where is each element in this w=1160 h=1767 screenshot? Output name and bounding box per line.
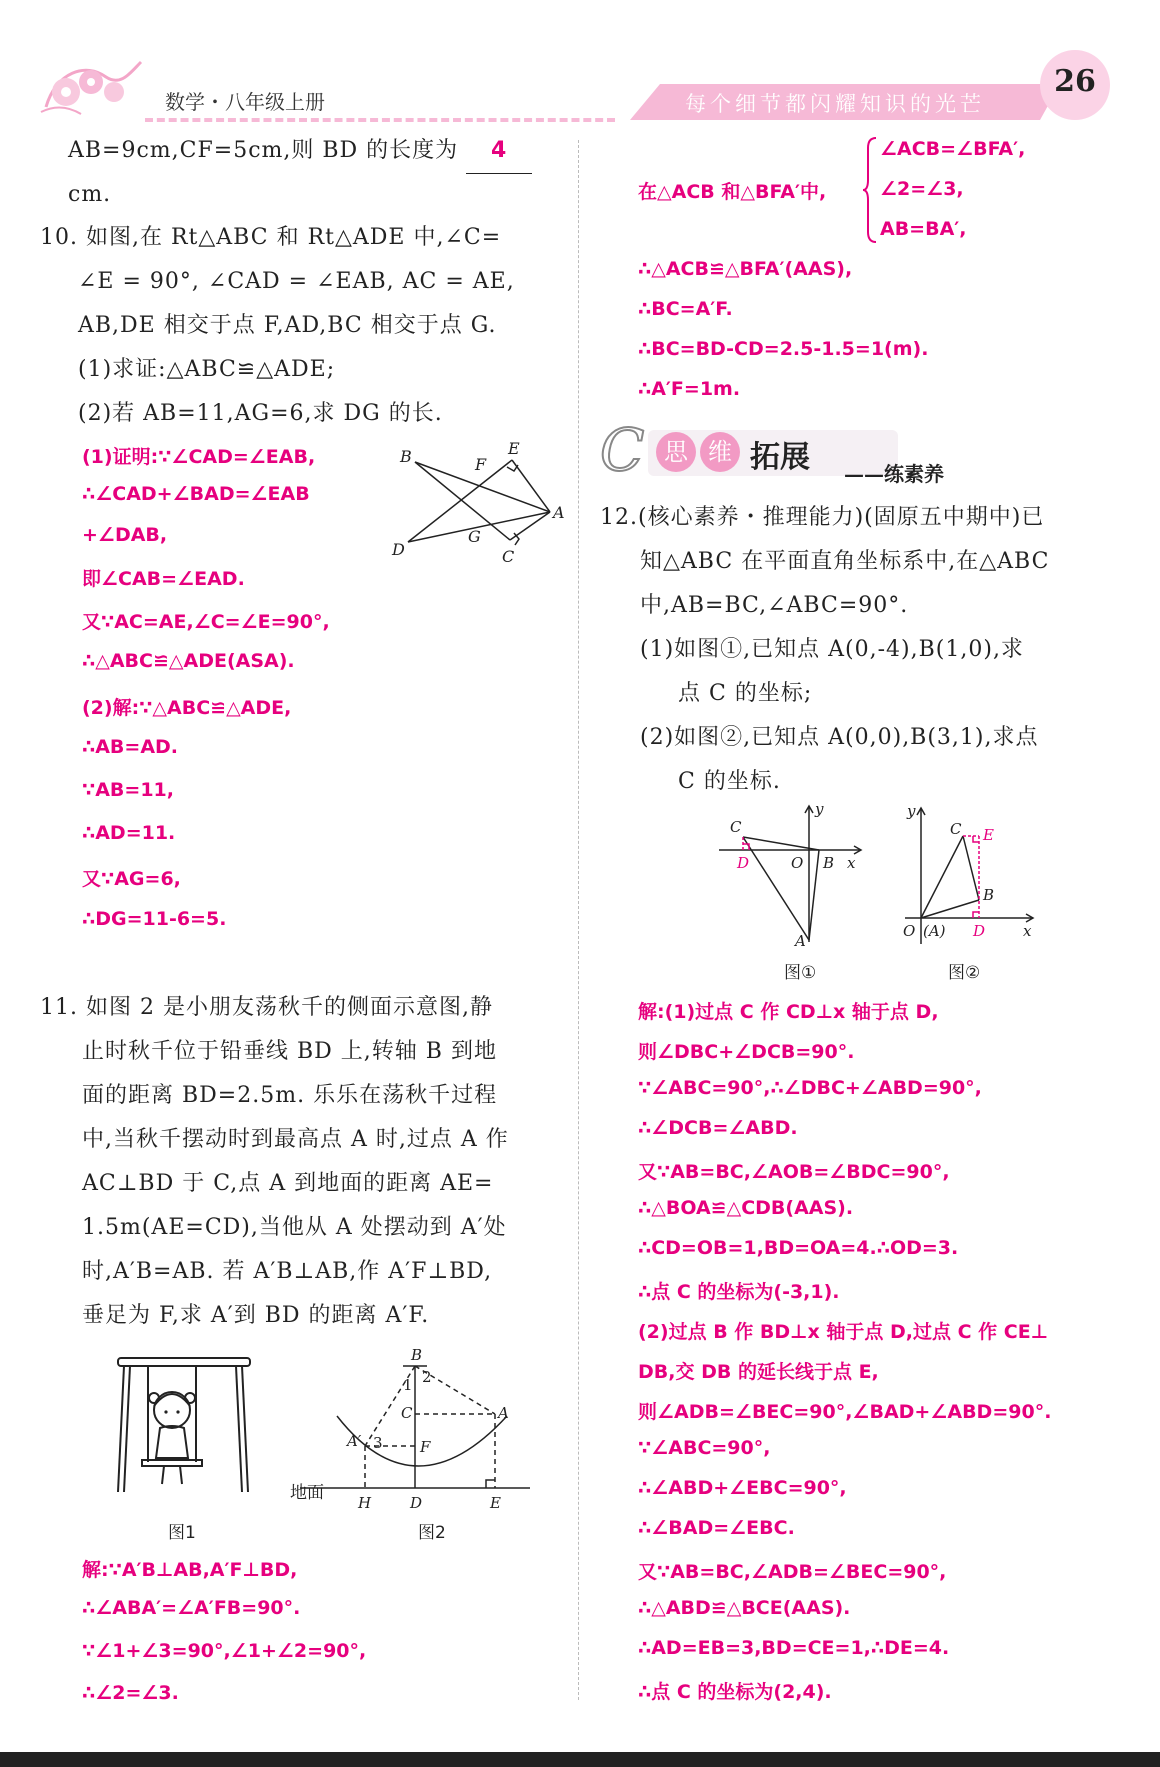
q11-line: 1.5m(AE=CD),当他从 A 处摆动到 A′处 — [82, 1215, 507, 1240]
q11-line: 垂足为 F,求 A′到 BD 的距离 A′F. — [82, 1303, 430, 1328]
q11-line: AC⊥BD 于 C,点 A 到地面的距离 AE= — [82, 1171, 494, 1196]
label-3: 3 — [373, 1434, 383, 1452]
q11-sol-cont: ∴BC=BD-CD=2.5-1.5=1(m). — [638, 338, 929, 360]
label-B: B — [411, 1346, 423, 1364]
label-C: C — [401, 1404, 413, 1422]
q12-sol-line: ∴点 C 的坐标为(2,4). — [638, 1681, 832, 1703]
q12-sol-line: 又∵AB=BC,∠ADB=∠BEC=90°, — [638, 1561, 947, 1583]
label-O: O — [903, 922, 916, 940]
label-2: 2 — [422, 1368, 432, 1386]
label-x: x — [847, 854, 856, 872]
label-C: C — [950, 820, 962, 838]
q10-sol-line: ∴AB=AD. — [82, 736, 179, 758]
q12-line: 知△ABC 在平面直角坐标系中,在△ABC — [640, 549, 1050, 574]
section-header — [600, 416, 1020, 486]
q11-brace-item: ∠2=∠3, — [880, 178, 964, 200]
q10-sol-line: 又∵AC=AE,∠C=∠E=90°, — [82, 611, 330, 633]
label-y: y — [815, 800, 824, 818]
label-D: D — [737, 854, 750, 872]
q12-sol-line: 则∠ADB=∠BEC=90°,∠BAD+∠ABD=90°. — [638, 1401, 1052, 1423]
column-divider — [578, 140, 579, 1700]
label-A: (A) — [923, 922, 946, 940]
q11-sol-line: ∴∠ABA′=∠A′FB=90°. — [82, 1597, 301, 1619]
q11-figure-1-swing — [108, 1352, 258, 1502]
q12-sol-line: ∴△BOA≌△CDB(AAS). — [638, 1197, 854, 1219]
header-dash-line — [145, 118, 615, 122]
q11-sol-line: ∴∠2=∠3. — [82, 1682, 179, 1704]
q10-line: (2)若 AB=11,AG=6,求 DG 的长. — [78, 401, 443, 426]
q12-fig1-caption: 图① — [784, 963, 817, 983]
q12-sol-line: ∴△ABD≌△BCE(AAS). — [638, 1597, 851, 1619]
child-body — [156, 1426, 188, 1458]
seg-CB — [743, 837, 819, 850]
q11-line: 止时秋千位于铅垂线 BD 上,转轴 B 到地 — [82, 1039, 497, 1064]
q11-fig1-caption: 图1 — [168, 1523, 196, 1543]
right-angle-E — [486, 1480, 495, 1488]
header-slogan: 每个细节都闪耀知识的光芒 — [685, 92, 985, 116]
swing-left-post-inner — [124, 1366, 130, 1492]
bottom-edge-bar — [0, 1752, 1160, 1767]
label-x: x — [1023, 922, 1032, 940]
section-subtitle: ——练素养 — [844, 462, 944, 486]
q11-line: 时,A′B=AB. 若 A′B⊥AB,作 A′F⊥BD, — [82, 1259, 493, 1284]
seg-BA — [809, 850, 819, 940]
q10-sol-line: (2)解:∵△ABC≌△ADE, — [82, 697, 292, 719]
q11-sol-line: ∵∠1+∠3=90°,∠1+∠2=90°, — [82, 1640, 367, 1662]
label-F: F — [475, 455, 487, 474]
q10-sol-line: 又∵AG=6, — [82, 868, 181, 890]
section-circle-2: 维 — [700, 432, 740, 472]
label-A: A — [795, 932, 806, 950]
q12-sol-line: 解:(1)过点 C 作 CD⊥x 轴于点 D, — [638, 1001, 939, 1023]
swing-left-post — [118, 1366, 124, 1492]
q12-sol-line: ∴∠DCB=∠ABD. — [638, 1117, 798, 1139]
q9-tail — [68, 129, 532, 174]
q11-line: 11. 如图 2 是小朋友荡秋千的侧面示意图,静 — [40, 995, 493, 1020]
label-C: C — [502, 547, 515, 566]
q10-sol-line: ∴△ABC≌△ADE(ASA). — [82, 650, 295, 672]
right-angle-D — [973, 912, 979, 918]
q12-sol-line: ∵∠ABC=90°, — [638, 1437, 771, 1459]
q11-stem — [40, 986, 509, 1338]
q12-sol-line: ∴点 C 的坐标为(-3,1). — [638, 1281, 840, 1303]
book-subject: 数学・八年级上册 — [165, 90, 325, 114]
q11-sol-cont: ∴A′F=1m. — [638, 378, 741, 400]
q12-sol-line: ∴AD=EB=3,BD=CE=1,∴DE=4. — [638, 1637, 950, 1659]
label-F: F — [420, 1438, 431, 1456]
label-B: B — [983, 886, 995, 904]
swing-seat — [142, 1460, 202, 1466]
section-circle-1: 思 — [656, 432, 696, 472]
label-D: D — [410, 1494, 423, 1512]
label-Aprime: A′ — [347, 1432, 362, 1450]
q10-sol-line: (1)证明:∵∠CAD=∠EAB, — [82, 446, 316, 468]
flower-ornament-icon — [36, 52, 146, 122]
label-E: E — [508, 440, 520, 458]
q11-brace-item: AB=BA′, — [880, 218, 967, 240]
swing-top-bar — [118, 1358, 250, 1366]
q11-fig2-caption: 图2 — [418, 1523, 446, 1543]
q11-brace-prefix: 在△ACB 和△BFA′中, — [638, 181, 827, 203]
seg-BC — [963, 836, 979, 900]
label-A: A — [553, 503, 565, 522]
q10-sol-line: ∴DG=11-6=5. — [82, 908, 227, 930]
q10-figure — [390, 440, 570, 570]
q12-figure-2 — [895, 800, 1045, 950]
q11-sol-cont: ∴△ACB≌△BFA′(AAS), — [638, 258, 853, 280]
q12-line: 点 C 的坐标; — [678, 681, 813, 706]
q12-sol-line: 又∵AB=BC,∠AOB=∠BDC=90°, — [638, 1161, 950, 1183]
q12-sol-line: 则∠DBC+∠DCB=90°. — [638, 1041, 855, 1063]
label-B: B — [400, 447, 412, 466]
q10-stem — [40, 216, 515, 436]
q9-unit: cm. — [68, 182, 112, 207]
brace-icon — [862, 136, 878, 244]
q10-line: 10. 如图,在 Rt△ABC 和 Rt△ADE 中,∠C= — [40, 225, 502, 250]
q12-sol-line: ∴CD=OB=1,BD=OA=4.∴OD=3. — [638, 1237, 959, 1259]
q9-answer-blank: 4 — [466, 129, 532, 174]
label-E: E — [490, 1494, 501, 1512]
q10-sol-line: ∴AD=11. — [82, 822, 176, 844]
label-D: D — [973, 922, 986, 940]
q11-line: 面的距离 BD=2.5m. 乐乐在荡秋千过程 — [82, 1083, 498, 1108]
q10-line: (1)求证:△ABC≌△ADE; — [78, 357, 336, 382]
right-angle-E — [973, 836, 979, 842]
q12-sol-line: ∵∠ABC=90°,∴∠DBC+∠ABD=90°, — [638, 1077, 982, 1099]
q12-line: C 的坐标. — [678, 769, 781, 794]
q10-sol-line: ∵AB=11, — [82, 779, 174, 801]
label-O: O — [791, 854, 804, 872]
page-header — [0, 40, 1160, 130]
q12-line: 中,AB=BC,∠ABC=90°. — [640, 593, 909, 618]
child-leg-left — [162, 1466, 164, 1484]
q11-sol-line: 解:∵A′B⊥AB,A′F⊥BD, — [82, 1559, 298, 1581]
page-number: 26 — [1054, 64, 1096, 99]
q11-line: 中,当秋千摆动时到最高点 A 时,过点 A 作 — [82, 1127, 509, 1152]
q12-line: (2)如图②,已知点 A(0,0),B(3,1),求点 — [640, 725, 1039, 750]
section-badge: C — [600, 416, 645, 484]
label-E: E — [983, 826, 994, 844]
swing-right-post — [242, 1366, 248, 1492]
q12-sol-line: ∴∠BAD=∠EBC. — [638, 1517, 795, 1539]
q11-sol-cont: ∴BC=A′F. — [638, 298, 733, 320]
q10-sol-line: 即∠CAB=∠EAD. — [82, 568, 245, 590]
q9-tail-text: AB=9cm,CF=5cm,则 BD 的长度为 — [68, 138, 459, 163]
label-A: A — [498, 1404, 509, 1422]
q10-sol-line: ∴∠CAD+∠BAD=∠EAB — [82, 483, 310, 505]
seg-AB — [921, 900, 979, 918]
seg-AC — [743, 837, 809, 940]
q10-line: ∠E = 90°, ∠CAD = ∠EAB, AC = AE, — [78, 269, 515, 294]
q12-fig2-caption: 图② — [948, 963, 981, 983]
q11-brace-item: ∠ACB=∠BFA′, — [880, 138, 1026, 160]
q12-line: 12.(核心素养・推理能力)(固原五中期中)已 — [600, 505, 1045, 530]
q12-sol-line: (2)过点 B 作 BD⊥x 轴于点 D,过点 C 作 CE⊥ — [638, 1321, 1049, 1343]
q12-line: (1)如图①,已知点 A(0,-4),B(1,0),求 — [640, 637, 1024, 662]
q10-line: AB,DE 相交于点 F,AD,BC 相交于点 G. — [78, 313, 497, 338]
label-H: H — [358, 1494, 372, 1512]
q12-sol-line: DB,交 DB 的延长线于点 E, — [638, 1361, 879, 1383]
label-C: C — [730, 818, 742, 836]
q12-sol-line: ∴∠ABD+∠EBC=90°, — [638, 1477, 847, 1499]
q11-ground-label: 地面 — [290, 1483, 324, 1503]
label-y: y — [907, 802, 916, 820]
q12-figure-1 — [715, 800, 865, 950]
section-title: 拓展 — [750, 440, 810, 475]
seg-CA — [921, 836, 963, 918]
swing-right-post-inner — [236, 1366, 242, 1492]
label-D: D — [392, 540, 405, 559]
label-G: G — [468, 527, 481, 546]
child-leg-right — [180, 1466, 182, 1484]
q10-sol-line: +∠DAB, — [82, 524, 168, 546]
q12-stem — [600, 496, 1049, 804]
label-1: 1 — [403, 1376, 413, 1394]
label-B: B — [823, 854, 835, 872]
